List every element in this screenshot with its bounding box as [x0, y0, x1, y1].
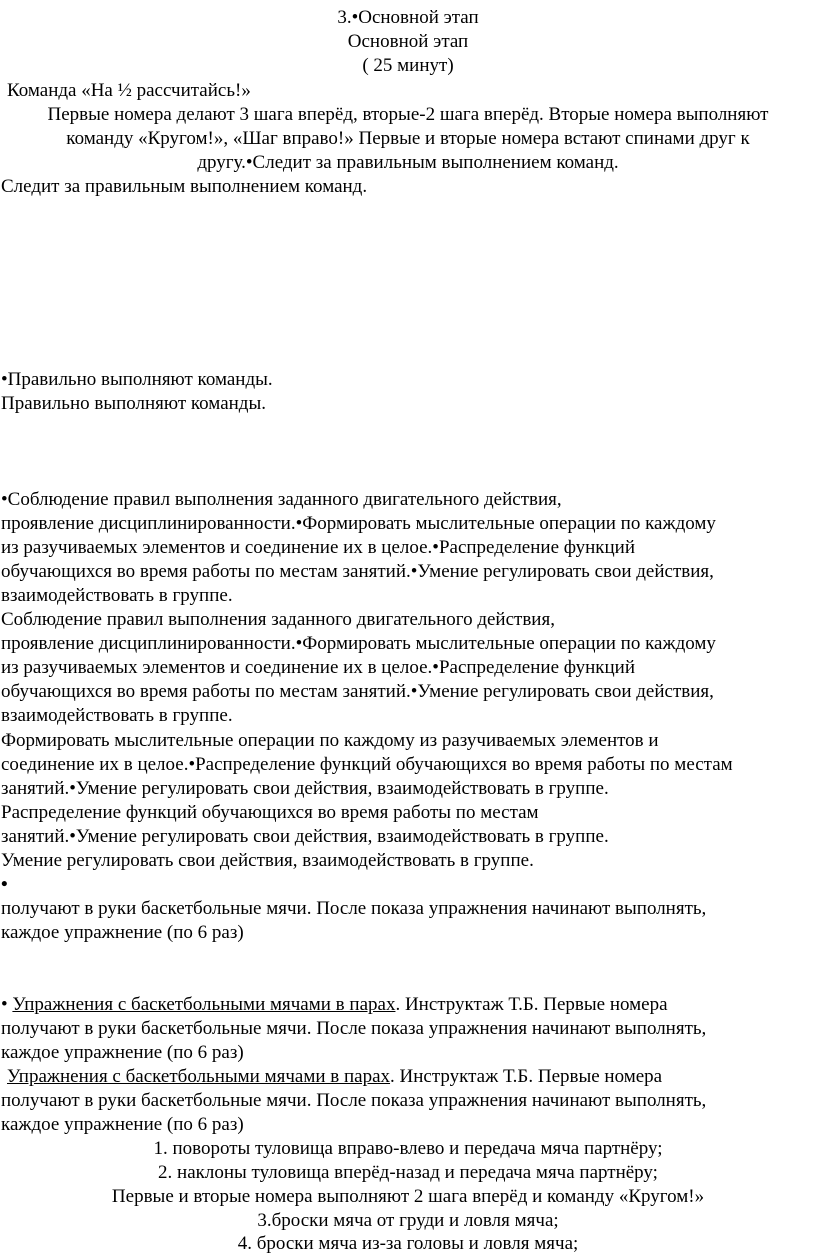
rules-text: занятий.•Умение регулировать свои действия, взаимодействовать в группе. — [1, 778, 609, 799]
rules-text: Распределение функций обучающихся во время работы по местам — [1, 802, 539, 823]
exercise-instruction: . Инструктаж Т.Б. Первые номера — [395, 994, 668, 1015]
list-item: 4. броски мяча из-за головы и ловля мяча; — [237, 1233, 579, 1254]
duration: ( 25 минут) — [362, 55, 454, 76]
rules-text: соединение их в целое.•Распределение функций обучающихся во время работы по местам — [1, 754, 733, 775]
rules-text: взаимодействовать в группе. — [1, 705, 233, 726]
exercise-instruction: . Инструктаж Т.Б. Первые номера — [390, 1066, 663, 1087]
rules-text: •Соблюдение правил выполнения заданного двигательного действия, — [1, 489, 562, 510]
rules-text: каждое упражнение (по 6 раз) — [1, 922, 244, 943]
command-line: Команда «На ½ рассчитайсь!» — [7, 80, 251, 101]
rules-text: Формировать мыслительные операции по каждому из разучиваемых элементов и — [1, 730, 659, 751]
exercise-text: получают в руки баскетбольные мячи. После показа упражнения начинают выполнять, — [1, 1018, 707, 1039]
intro-text: команду «Кругом!», «Шаг вправо!» Первые и вторые номера встают спинами друг к — [66, 128, 750, 149]
exercise-heading — [1, 993, 668, 1017]
bullet-icon: • — [1, 994, 13, 1015]
rules-text: взаимодействовать в группе. — [1, 585, 233, 606]
rules-text: Соблюдение правил выполнения заданного двигательного действия, — [1, 609, 555, 630]
rules-text: проявление дисциплинированности.•Формировать мыслительные операции по каждому — [1, 513, 716, 534]
rules-text: из разучиваемых элементов и соединение их в целое.•Распределение функций — [1, 657, 636, 678]
correct-execution-text: Правильно выполняют команды. — [1, 393, 266, 414]
correct-execution-text: •Правильно выполняют команды. — [1, 369, 273, 390]
list-item: 3.броски мяча от груди и ловля мяча; — [257, 1210, 559, 1231]
exercise-heading — [7, 1065, 662, 1089]
exercise-text: получают в руки баскетбольные мячи. После показа упражнения начинают выполнять, — [1, 1090, 707, 1111]
exercise-title: Упражнения с баскетбольными мячами в парах — [12, 994, 396, 1015]
intro-text: Следит за правильным выполнением команд. — [1, 176, 368, 197]
rules-text: получают в руки баскетбольные мячи. После показа упражнения начинают выполнять, — [1, 898, 707, 919]
section-number-heading: 3.•Основной этап — [337, 7, 479, 28]
exercise-text: каждое упражнение (по 6 раз) — [1, 1114, 244, 1135]
exercise-title: Упражнения с баскетбольными мячами в парах — [7, 1066, 391, 1087]
list-item: Первые и вторые номера выполняют 2 шага вперёд и команду «Кругом!» — [111, 1186, 705, 1207]
rules-text: обучающихся во время работы по местам занятий.•Умение регулировать свои действия, — [1, 681, 714, 702]
rules-text: Умение регулировать свои действия, взаимодействовать в группе. — [1, 850, 534, 871]
intro-text: другу.•Следит за правильным выполнением команд. — [197, 152, 619, 173]
list-item: 1. повороты туловища вправо-влево и передача мяча партнёру; — [153, 1138, 663, 1159]
section-title: Основной этап — [347, 31, 469, 52]
rules-text: проявление дисциплинированности.•Формировать мыслительные операции по каждому — [1, 633, 716, 654]
rules-text: занятий.•Умение регулировать свои действия, взаимодействовать в группе. — [1, 826, 609, 847]
bullet-icon: • — [1, 874, 8, 895]
rules-text: из разучиваемых элементов и соединение их в целое.•Распределение функций — [1, 537, 636, 558]
rules-text: обучающихся во время работы по местам занятий.•Умение регулировать свои действия, — [1, 561, 714, 582]
list-item: 2. наклоны туловища вперёд-назад и передача мяча партнёру; — [158, 1162, 658, 1183]
exercise-text: каждое упражнение (по 6 раз) — [1, 1042, 244, 1063]
intro-text: Первые номера делают 3 шага вперёд, вторые-2 шага вперёд. Вторые номера выполняют — [47, 104, 769, 125]
